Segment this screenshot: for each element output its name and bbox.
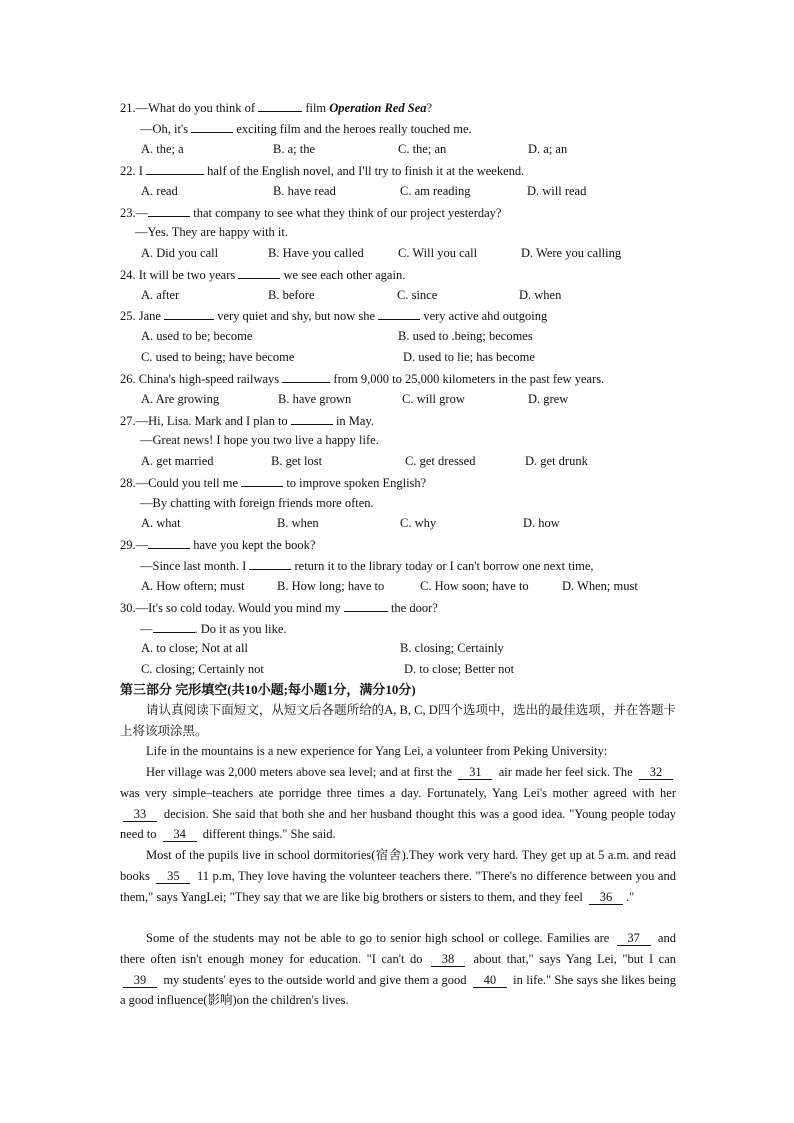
option-21-d[interactable]: D. a; an (528, 142, 568, 156)
section-3-heading: 第三部分 完形填空(共10小题;每小题1分，满分10分) (120, 682, 416, 697)
option-27-b[interactable]: B. get lost (271, 454, 323, 468)
question-28: 28.—Could you tell me to improve spoken English? (120, 476, 427, 490)
option-24-b[interactable]: B. before (268, 288, 315, 302)
blank-40[interactable]: 40 (473, 974, 507, 988)
blank-34[interactable]: 34 (163, 828, 197, 842)
option-28-d[interactable]: D. how (523, 516, 560, 530)
passage-paragraph-4: Some of the students may not be able to go to senior high school or college. Families are 37 and there often isn't enough money for education. "I can't do 38 about that," says Yang Lei, "but I can 39 my students' eyes to the outside world and give them a good 40 in life." She says she likes being a good influence(影响)on the children's lives. (120, 931, 676, 1008)
blank-36[interactable]: 36 (589, 891, 623, 905)
option-29-a[interactable]: A. How oftern; must (141, 579, 245, 593)
option-29-b[interactable]: B. How long; have to (277, 579, 385, 593)
option-28-b[interactable]: B. when (277, 516, 319, 530)
blank-31[interactable]: 31 (458, 766, 492, 780)
option-24-a[interactable]: A. after (141, 288, 180, 302)
option-25-a[interactable]: A. used to be; become (141, 329, 253, 343)
option-23-d[interactable]: D. Were you calling (521, 246, 622, 260)
question-22: 22. I half of the English novel, and I'll try to finish it at the weekend. (120, 164, 525, 178)
reply-29: —Since last month. I return it to the library today or I can't borrow one next time, (140, 559, 594, 573)
question-30: 30.—It's so cold today. Would you mind my the door? (120, 601, 438, 615)
option-25-c[interactable]: C. used to being; have become (141, 350, 295, 364)
option-21-b[interactable]: B. a; the (273, 142, 316, 156)
option-28-a[interactable]: A. what (141, 516, 181, 530)
blank-38[interactable]: 38 (431, 953, 465, 967)
question-27: 27.—Hi, Lisa. Mark and I plan to in May. (120, 414, 375, 428)
passage-paragraph-2: Her village was 2,000 meters above sea level; and at first the 31 air made her feel sick. The 32 was very simple–teachers ate porridge three times a day. Fortunately, Yang Lei's mother agreed with her 33 decision. She said that both she and her husband thought this was a good idea. "Young people today need to 34 different things." She said. (120, 765, 676, 842)
reply-28: —By chatting with foreign friends more often. (140, 496, 374, 510)
option-25-b[interactable]: B. used to .being; becomes (398, 329, 533, 343)
option-26-b[interactable]: B. have grown (278, 392, 352, 406)
option-23-a[interactable]: A. Did you call (141, 246, 219, 260)
option-30-a[interactable]: A. to close; Not at all (141, 641, 248, 655)
question-25: 25. Jane very quiet and shy, but now she very active ahd outgoing (120, 309, 548, 323)
option-27-d[interactable]: D. get drunk (525, 454, 588, 468)
passage-paragraph-3: Most of the pupils live in school dormitories(宿舍).They work very hard. They get up at 5 a.m. and read books 35 11 p.m, They love having the volunteer teachers there. "There's no difference between you and them," says YangLei; "They say that we are like big brothers or sisters to them, and they feel 36 ." (120, 848, 676, 904)
option-30-d[interactable]: D. to close; Better not (404, 662, 515, 676)
option-25-d[interactable]: D. used to lie; has become (403, 350, 535, 364)
question-29: 29.— have you kept the book? (120, 538, 316, 552)
reply-27: —Great news! I hope you two live a happy life. (140, 433, 379, 447)
option-24-d[interactable]: D. when (519, 288, 562, 302)
blank-37[interactable]: 37 (617, 932, 651, 946)
option-27-c[interactable]: C. get dressed (405, 454, 476, 468)
option-28-c[interactable]: C. why (400, 516, 437, 530)
blank-32[interactable]: 32 (639, 766, 673, 780)
option-26-d[interactable]: D. grew (528, 392, 569, 406)
question-23: 23.— that company to see what they think of our project yesterday? (120, 206, 502, 220)
blank-35[interactable]: 35 (156, 870, 190, 884)
option-22-a[interactable]: A. read (141, 184, 178, 198)
option-26-c[interactable]: C. will grow (402, 392, 465, 406)
blank-39[interactable]: 39 (123, 974, 157, 988)
reply-30: — . Do it as you like. (140, 622, 287, 636)
option-27-a[interactable]: A. get married (141, 454, 214, 468)
question-24: 24. It will be two years we see each other again. (120, 268, 406, 282)
section-3-instruction: 请认真阅读下面短文，从短文后各题所给的A, B, C, D四个选项中，选出的最佳选项，并在答题卡上将该项涂黑。 (120, 703, 676, 738)
option-30-b[interactable]: B. closing; Certainly (400, 641, 504, 655)
option-29-d[interactable]: D. When; must (562, 579, 638, 593)
option-23-b[interactable]: B. Have you called (268, 246, 364, 260)
question-26: 26. China's high-speed railways from 9,000 to 25,000 kilometers in the past few years. (120, 372, 605, 386)
option-22-b[interactable]: B. have read (273, 184, 336, 198)
option-30-c[interactable]: C. closing; Certainly not (141, 662, 264, 676)
option-21-a[interactable]: A. the; a (141, 142, 184, 156)
blank-33[interactable]: 33 (123, 808, 157, 822)
passage-paragraph-1: Life in the mountains is a new experience for Yang Lei, a volunteer from Peking University: (146, 744, 608, 758)
option-29-c[interactable]: C. How soon; have to (420, 579, 529, 593)
option-21-c[interactable]: C. the; an (398, 142, 447, 156)
option-24-c[interactable]: C. since (397, 288, 438, 302)
reply-23: —Yes. They are happy with it. (135, 225, 288, 239)
option-23-c[interactable]: C. Will you call (398, 246, 478, 260)
question-21: 21.—What do you think of film Operation Red Sea? (120, 101, 433, 115)
option-22-d[interactable]: D. will read (527, 184, 587, 198)
option-22-c[interactable]: C. am reading (400, 184, 471, 198)
reply-21: —Oh, it's exciting film and the heroes really touched me. (140, 122, 472, 136)
option-26-a[interactable]: A. Are growing (141, 392, 220, 406)
